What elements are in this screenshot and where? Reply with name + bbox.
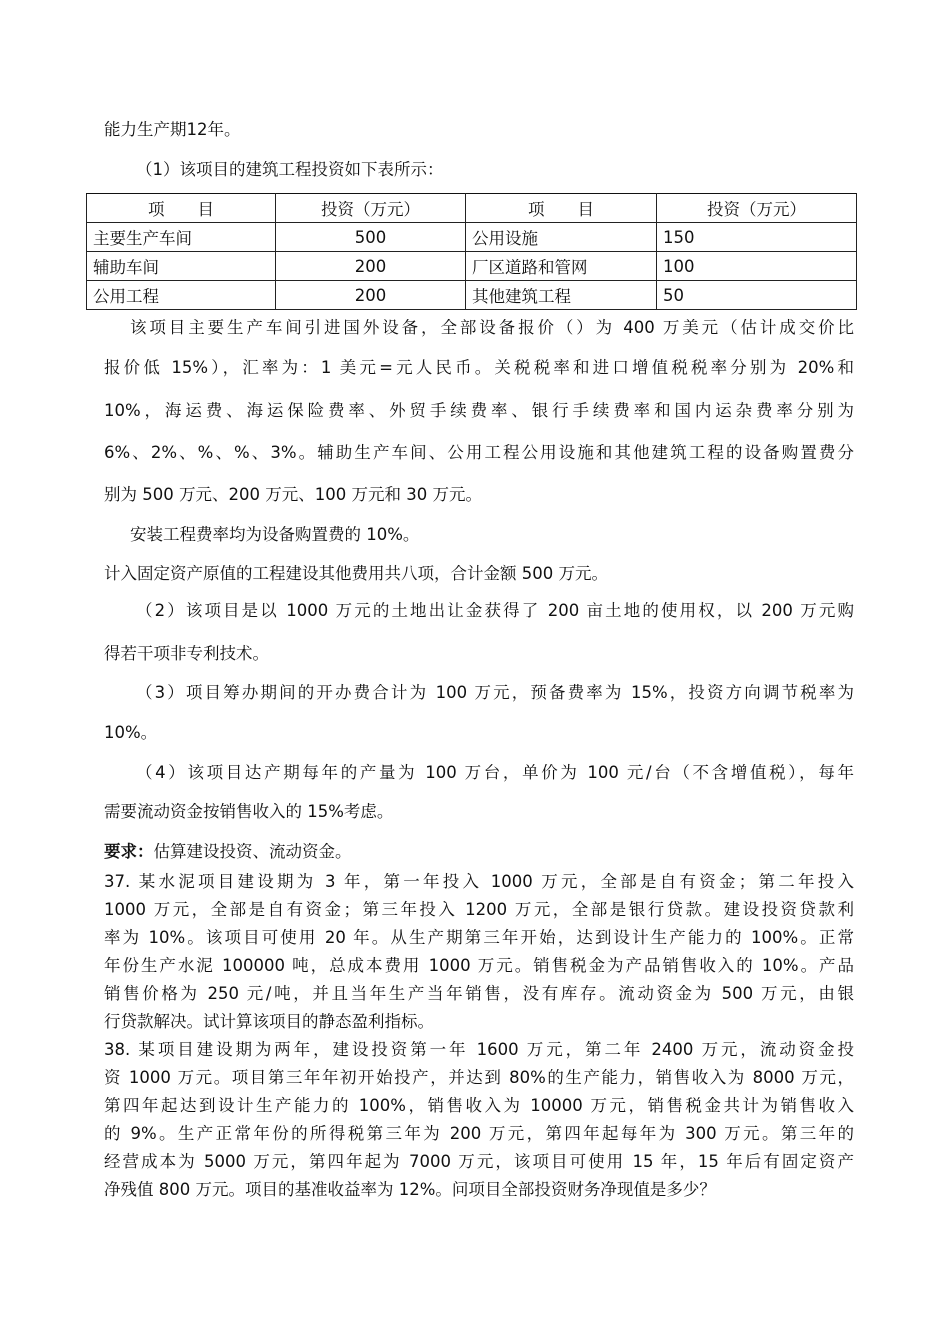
table-cell: 100 bbox=[657, 252, 857, 281]
table-cell: 辅助车间 bbox=[87, 252, 276, 281]
question-38-line: 的 9%。生产正常年份的所得税第三年为 200 万元，第四年起每年为 300 万元。第三年的 bbox=[104, 1124, 854, 1143]
paragraph-line: 10%，海运费、海运保险费率、外贸手续费率、银行手续费率和国内运杂费率分别为 bbox=[104, 401, 854, 420]
header-item: 项 目 bbox=[87, 194, 276, 223]
question-38-line: 经营成本为 5000 万元，第四年起为 7000 万元，该项目可使用 15 年，15 年后有固定资产 bbox=[104, 1152, 854, 1171]
header-investment: 投资（万元） bbox=[657, 194, 857, 223]
table-cell: 200 bbox=[276, 281, 466, 310]
paragraph-line: 该项目主要生产车间引进国外设备，全部设备报价（）为 400 万美元（估计成交价比 bbox=[130, 318, 854, 337]
table-header-row bbox=[87, 194, 857, 223]
header-investment: 投资（万元） bbox=[276, 194, 466, 223]
question-38-line: 资 1000 万元。项目第三年年初开始投产，并达到 80%的生产能力，销售收入为 8000 万元， bbox=[104, 1068, 854, 1087]
table-cell: 其他建筑工程 bbox=[466, 281, 657, 310]
requirement-line bbox=[104, 841, 854, 863]
table-caption: （1）该项目的建筑工程投资如下表所示： bbox=[136, 160, 444, 179]
table-row bbox=[87, 223, 857, 252]
table-cell: 50 bbox=[657, 281, 857, 310]
paragraph-line: （4）该项目达产期每年的产量为 100 万台，单价为 100 元/台（不含增值税），每年 bbox=[136, 763, 854, 782]
table-cell: 厂区道路和管网 bbox=[466, 252, 657, 281]
table-cell: 公用工程 bbox=[87, 281, 276, 310]
paragraph-line: 10%。 bbox=[104, 723, 158, 742]
question-38-line: 38. 某项目建设期为两年，建设投资第一年 1600 万元，第二年 2400 万元，流动资金投 bbox=[104, 1040, 854, 1059]
question-37-line: 年份生产水泥 100000 吨，总成本费用 1000 万元。销售税金为产品销售收入的 10%。产品 bbox=[104, 956, 854, 975]
question-37-line: 行贷款解决。试计算该项目的静态盈利指标。 bbox=[104, 1012, 434, 1031]
table-row bbox=[87, 252, 857, 281]
paragraph-line: 需要流动资金按销售收入的 15%考虑。 bbox=[104, 802, 394, 821]
question-37-line: 率为 10%。该项目可使用 20 年。从生产期第三年开始，达到设计生产能力的 100%。正常 bbox=[104, 928, 854, 947]
intro-line: 能力生产期12年。 bbox=[104, 120, 241, 139]
table-cell: 500 bbox=[276, 223, 466, 252]
paragraph-line: 得若干项非专利技术。 bbox=[104, 644, 269, 663]
investment-table bbox=[86, 193, 857, 310]
paragraph-line: （3）项目筹办期间的开办费合计为 100 万元，预备费率为 15%，投资方向调节税率为 bbox=[136, 683, 854, 702]
paragraph-line: 报价低 15%），汇率为：1 美元=元人民币。关税税率和进口增值税税率分别为 20%和 bbox=[104, 358, 854, 377]
table-row bbox=[87, 281, 857, 310]
table-cell: 200 bbox=[276, 252, 466, 281]
paragraph-line: （2）该项目是以 1000 万元的土地出让金获得了 200 亩土地的使用权，以 200 万元购 bbox=[136, 601, 854, 620]
requirement-label: 要求： bbox=[104, 842, 154, 861]
paragraph-line: 计入固定资产原值的工程建设其他费用共八项，合计金额 500 万元。 bbox=[104, 564, 608, 583]
table-cell: 150 bbox=[657, 223, 857, 252]
table-cell: 主要生产车间 bbox=[87, 223, 276, 252]
question-37-line: 1000 万元，全部是自有资金；第三年投入 1200 万元，全部是银行贷款。建设投资贷款利 bbox=[104, 900, 854, 919]
question-37-line: 销售价格为 250 元/吨，并且当年生产当年销售，没有库存。流动资金为 500 万元，由银 bbox=[104, 984, 854, 1003]
table-cell: 公用设施 bbox=[466, 223, 657, 252]
paragraph-line: 6%、2%、%、%、3%。辅助生产车间、公用工程公用设施和其他建筑工程的设备购置费分 bbox=[104, 443, 854, 462]
question-38-line: 第四年起达到设计生产能力的 100%，销售收入为 10000 万元，销售税金共计为销售收入 bbox=[104, 1096, 854, 1115]
question-38-line: 净残值 800 万元。项目的基准收益率为 12%。问项目全部投资财务净现值是多少？ bbox=[104, 1180, 716, 1199]
paragraph-line: 别为 500 万元、200 万元、100 万元和 30 万元。 bbox=[104, 485, 482, 504]
question-37-line: 37. 某水泥项目建设期为 3 年，第一年投入 1000 万元，全部是自有资金；第二年投入 bbox=[104, 872, 854, 891]
paragraph-line: 安装工程费率均为设备购置费的 10%。 bbox=[130, 525, 420, 544]
requirement-text: 估算建设投资、流动资金。 bbox=[153, 842, 352, 861]
header-item: 项 目 bbox=[466, 194, 657, 223]
